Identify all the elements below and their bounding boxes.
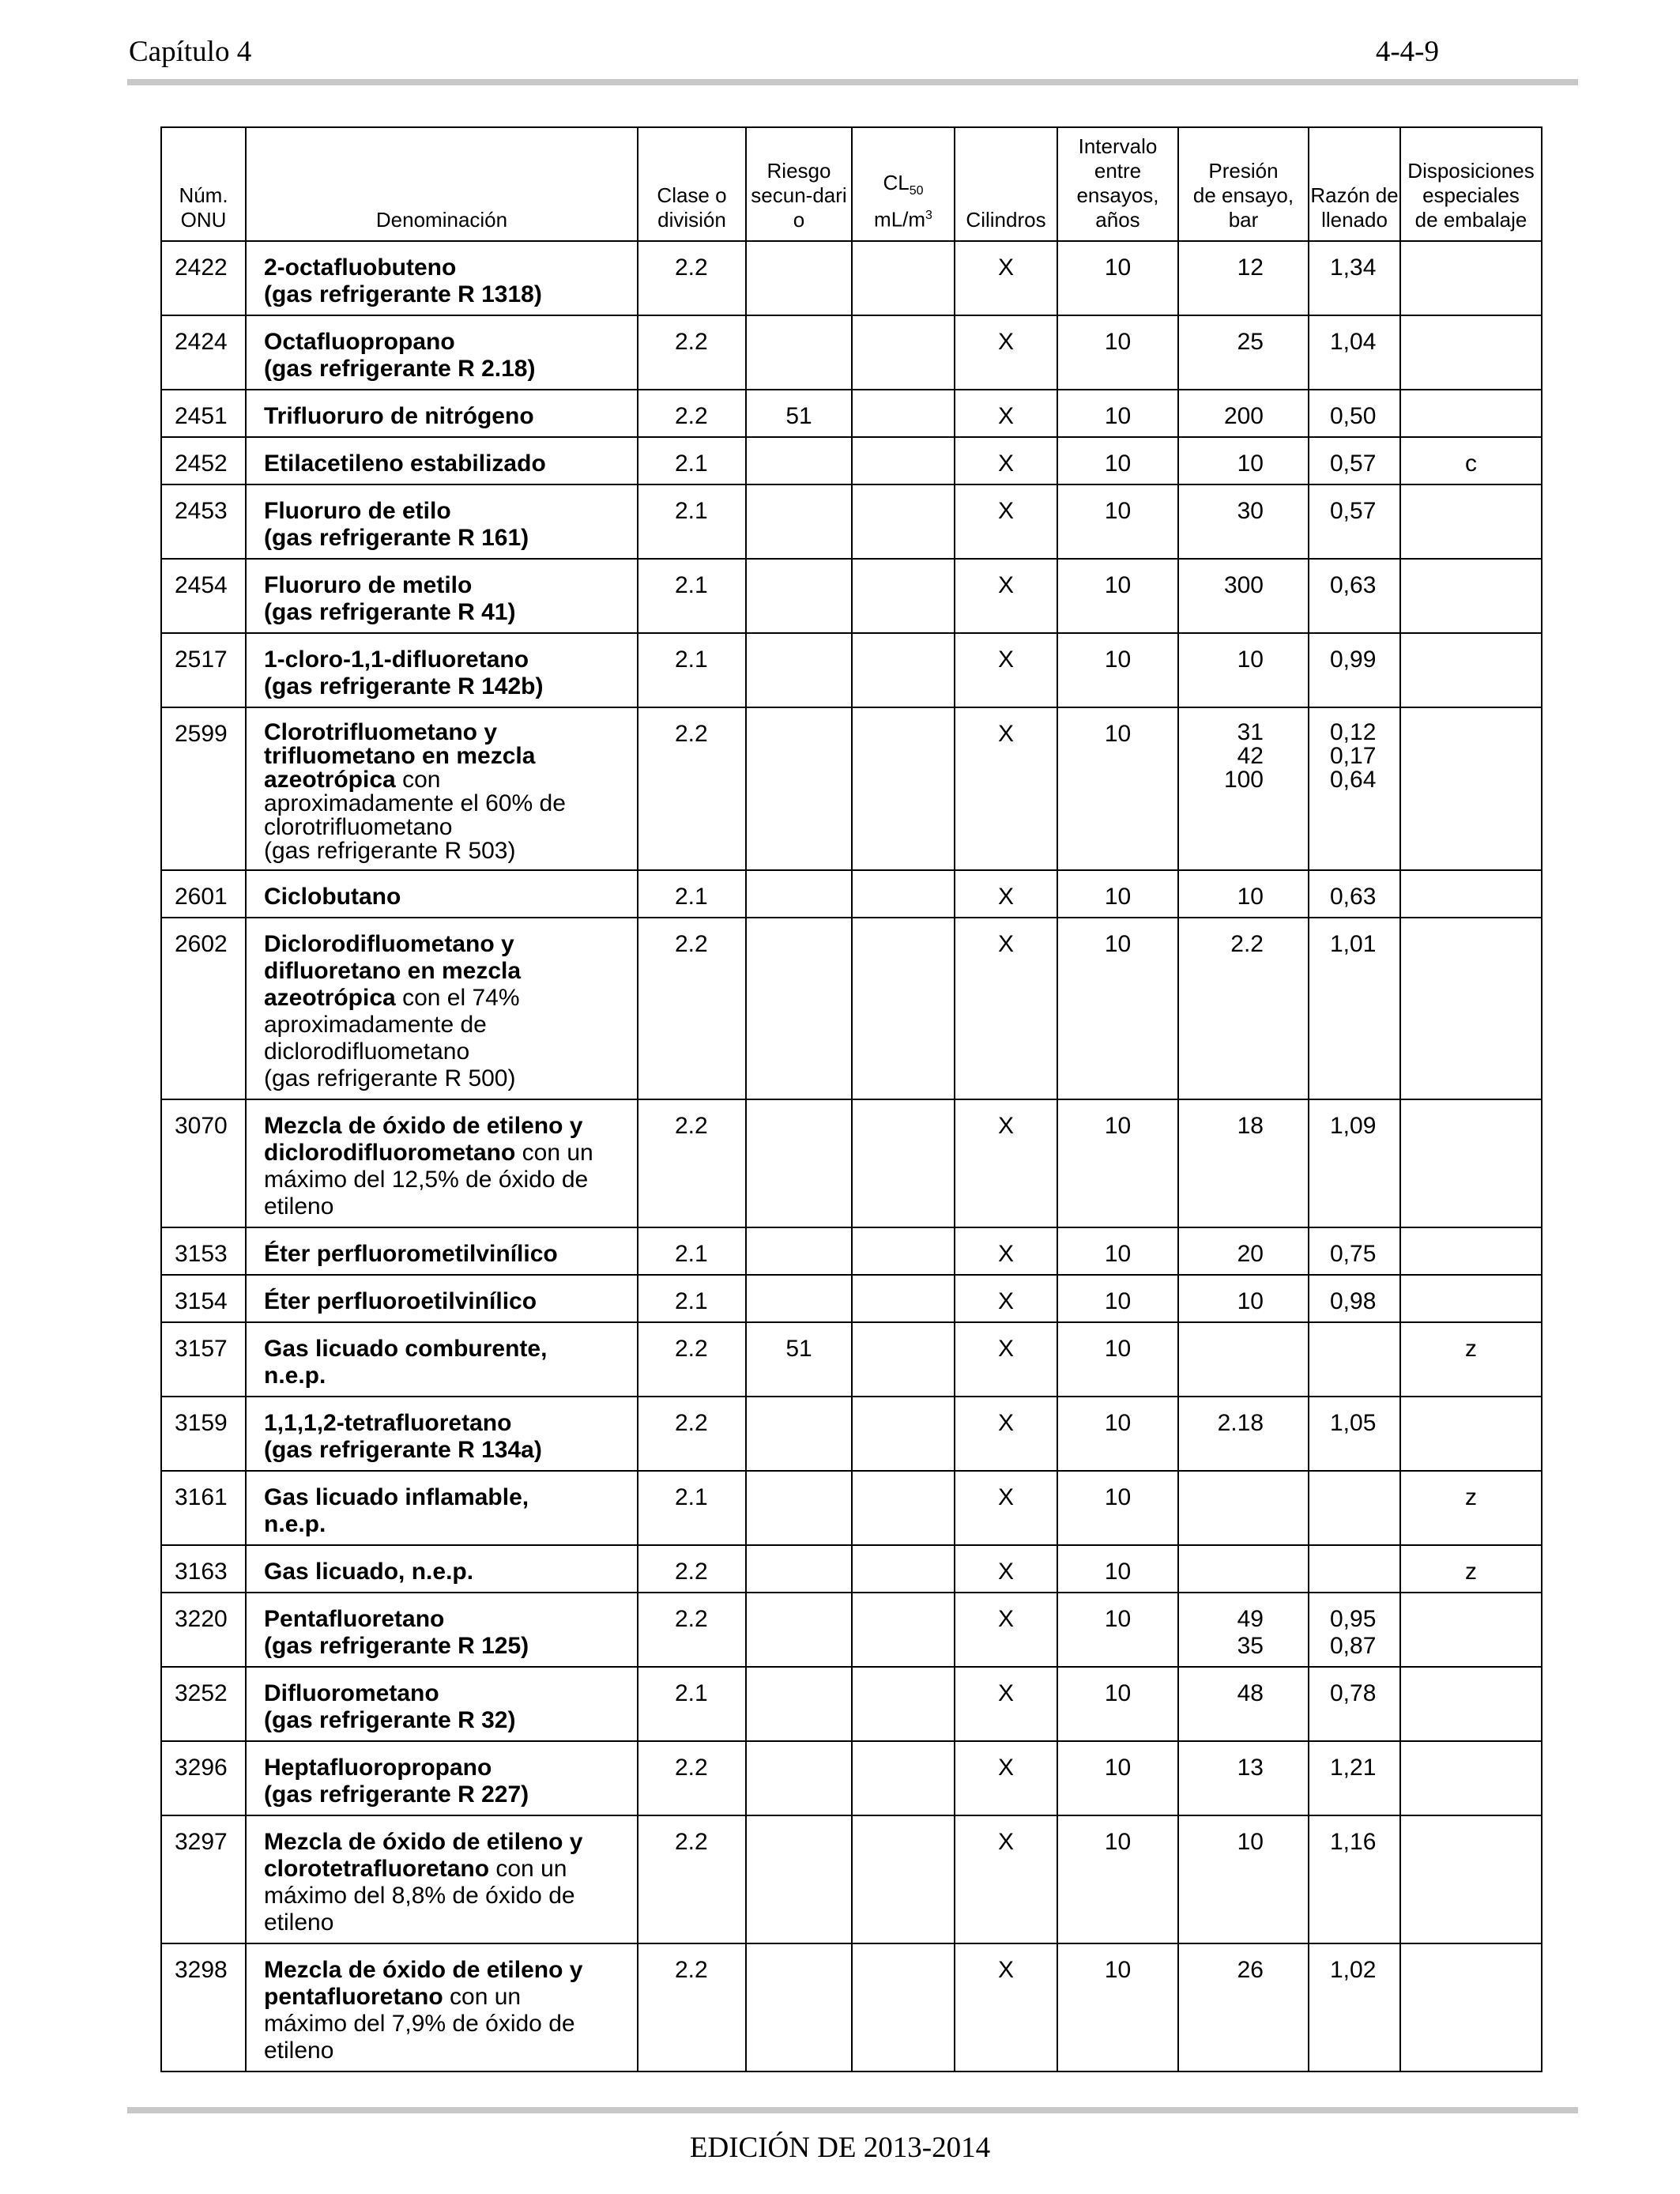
- test-interval-cell: 10: [1057, 559, 1178, 633]
- class-cell: 2.2: [638, 1322, 746, 1397]
- class-cell: 2.2: [638, 1099, 746, 1227]
- class-cell: 2.1: [638, 437, 746, 484]
- filling-ratio-cell: 0,75: [1309, 1227, 1400, 1275]
- cylinders-cell: X: [955, 1099, 1057, 1227]
- filling-ratio-cell: 0,63: [1309, 870, 1400, 918]
- un-number-cell: 2422: [161, 241, 246, 315]
- table-row: [161, 1275, 1542, 1322]
- special-provisions-cell: z: [1400, 1471, 1542, 1545]
- cl50-cell: [852, 1815, 955, 1943]
- cylinders-cell: X: [955, 707, 1057, 870]
- table-row: [161, 559, 1542, 633]
- class-cell: 2.1: [638, 484, 746, 559]
- table-row: [161, 870, 1542, 918]
- test-pressure-cell: 30: [1178, 484, 1309, 559]
- special-provisions-cell: [1400, 315, 1542, 390]
- denomination-cell: Fluoruro de metilo (gas refrigerante R 41): [246, 559, 638, 633]
- filling-ratio-cell: 0,63: [1309, 559, 1400, 633]
- un-number-cell: 3153: [161, 1227, 246, 1275]
- test-interval-cell: 10: [1057, 390, 1178, 437]
- cylinders-cell: X: [955, 1943, 1057, 2071]
- footer-rule: [127, 2107, 1578, 2113]
- table-row: [161, 1227, 1542, 1275]
- un-number-cell: 3220: [161, 1593, 246, 1667]
- class-cell: 2.2: [638, 918, 746, 1099]
- denomination-cell: Difluorometano (gas refrigerante R 32): [246, 1667, 638, 1741]
- cylinders-cell: X: [955, 1322, 1057, 1397]
- table-row: [161, 1741, 1542, 1815]
- class-cell: 2.1: [638, 633, 746, 707]
- class-cell: 2.2: [638, 390, 746, 437]
- subsidiary-risk-cell: [746, 1741, 852, 1815]
- class-cell: 2.2: [638, 707, 746, 870]
- cl50-cell: [852, 1741, 955, 1815]
- test-pressure-cell: [1178, 1471, 1309, 1545]
- filling-ratio-cell: 0,98: [1309, 1275, 1400, 1322]
- un-number-cell: 2599: [161, 707, 246, 870]
- cylinders-cell: X: [955, 1741, 1057, 1815]
- filling-ratio-cell: 1,21: [1309, 1741, 1400, 1815]
- cylinders-cell: X: [955, 1667, 1057, 1741]
- table-row: [161, 1471, 1542, 1545]
- special-provisions-cell: [1400, 707, 1542, 870]
- table-row: [161, 633, 1542, 707]
- un-number-cell: 2453: [161, 484, 246, 559]
- denomination-cell: Mezcla de óxido de etileno y clorotetrafluoretano con un máximo del 8,8% de óxido de etileno: [246, 1815, 638, 1943]
- filling-ratio-cell: 1,04: [1309, 315, 1400, 390]
- cylinders-cell: X: [955, 390, 1057, 437]
- class-cell: 2.1: [638, 1227, 746, 1275]
- cl50-cell: [852, 1227, 955, 1275]
- special-provisions-cell: c: [1400, 437, 1542, 484]
- filling-ratio-cell: 0,57: [1309, 437, 1400, 484]
- subsidiary-risk-cell: [746, 437, 852, 484]
- test-pressure-cell: 25: [1178, 315, 1309, 390]
- special-provisions-cell: [1400, 1397, 1542, 1471]
- subsidiary-risk-cell: [746, 315, 852, 390]
- denomination-cell: Etilacetileno estabilizado: [246, 437, 638, 484]
- special-provisions-cell: [1400, 241, 1542, 315]
- cylinders-cell: X: [955, 437, 1057, 484]
- un-number-cell: 2517: [161, 633, 246, 707]
- special-provisions-cell: [1400, 559, 1542, 633]
- cylinders-cell: X: [955, 918, 1057, 1099]
- table-row: [161, 1667, 1542, 1741]
- subsidiary-risk-cell: [746, 918, 852, 1099]
- cl50-cell: [852, 1275, 955, 1322]
- special-provisions-cell: [1400, 1741, 1542, 1815]
- subsidiary-risk-cell: [746, 707, 852, 870]
- denomination-cell: 2-octafluobuteno (gas refrigerante R 1318): [246, 241, 638, 315]
- test-pressure-cell: 10: [1178, 1275, 1309, 1322]
- special-provisions-cell: z: [1400, 1322, 1542, 1397]
- test-pressure-cell: 300: [1178, 559, 1309, 633]
- table-row: [161, 1322, 1542, 1397]
- special-provisions-cell: [1400, 390, 1542, 437]
- special-provisions-cell: [1400, 1275, 1542, 1322]
- cl50-cell: [852, 1397, 955, 1471]
- test-interval-cell: 10: [1057, 484, 1178, 559]
- special-provisions-cell: [1400, 1099, 1542, 1227]
- test-interval-cell: 10: [1057, 1667, 1178, 1741]
- col-header-pressure: Presión de ensayo, bar: [1178, 127, 1309, 241]
- cylinders-cell: X: [955, 1815, 1057, 1943]
- class-cell: 2.2: [638, 1815, 746, 1943]
- special-provisions-cell: [1400, 870, 1542, 918]
- filling-ratio-cell: 0,78: [1309, 1667, 1400, 1741]
- un-number-cell: 3252: [161, 1667, 246, 1741]
- filling-ratio-cell: 1,02: [1309, 1943, 1400, 2071]
- cylinders-cell: X: [955, 1397, 1057, 1471]
- filling-ratio-cell: 1,09: [1309, 1099, 1400, 1227]
- table-row: [161, 315, 1542, 390]
- filling-ratio-cell: 1,01: [1309, 918, 1400, 1099]
- special-provisions-cell: [1400, 1667, 1542, 1741]
- cylinders-cell: X: [955, 315, 1057, 390]
- cl50-cell: [852, 870, 955, 918]
- test-pressure-cell: [1178, 1322, 1309, 1397]
- subsidiary-risk-cell: [746, 1471, 852, 1545]
- subsidiary-risk-cell: [746, 1545, 852, 1593]
- subsidiary-risk-cell: [746, 559, 852, 633]
- table-row: [161, 1943, 1542, 2071]
- cl50-cell: [852, 1322, 955, 1397]
- un-number-cell: 3297: [161, 1815, 246, 1943]
- page-number: 4-4-9: [1375, 36, 1439, 68]
- cylinders-cell: X: [955, 1471, 1057, 1545]
- col-header-num: Núm. ONU: [161, 127, 246, 241]
- cl50-cell: [852, 1099, 955, 1227]
- test-pressure-cell: 13: [1178, 1741, 1309, 1815]
- cylinders-cell: X: [955, 1545, 1057, 1593]
- filling-ratio-cell: 0,50: [1309, 390, 1400, 437]
- filling-ratio-cell: 0,95 0,87: [1309, 1593, 1400, 1667]
- subsidiary-risk-cell: 51: [746, 390, 852, 437]
- cl50-cell: [852, 315, 955, 390]
- test-pressure-cell: 10: [1178, 1815, 1309, 1943]
- denomination-cell: Gas licuado, n.e.p.: [246, 1545, 638, 1593]
- un-number-cell: 2601: [161, 870, 246, 918]
- un-number-cell: 3070: [161, 1099, 246, 1227]
- test-pressure-cell: 12: [1178, 241, 1309, 315]
- test-interval-cell: 10: [1057, 1471, 1178, 1545]
- un-number-cell: 2452: [161, 437, 246, 484]
- class-cell: 2.1: [638, 1275, 746, 1322]
- table-row: [161, 1593, 1542, 1667]
- test-interval-cell: 10: [1057, 1545, 1178, 1593]
- subsidiary-risk-cell: [746, 1227, 852, 1275]
- chapter-title: Capítulo 4: [129, 36, 252, 68]
- filling-ratio-cell: [1309, 1545, 1400, 1593]
- class-cell: 2.2: [638, 1397, 746, 1471]
- table-header-row: [161, 127, 1542, 241]
- un-number-cell: 2454: [161, 559, 246, 633]
- denomination-cell: Clorotrifluometano y trifluometano en mezcla azeotrópica con aproximadamente el 60% de clorotrifluometano (gas refrigerante R 503): [246, 707, 638, 870]
- table-row: [161, 1815, 1542, 1943]
- test-interval-cell: 10: [1057, 918, 1178, 1099]
- test-pressure-cell: 48: [1178, 1667, 1309, 1741]
- subsidiary-risk-cell: [746, 633, 852, 707]
- col-header-provisions: Disposiciones especiales de embalaje: [1400, 127, 1542, 241]
- col-header-cl50: $CL_{50}$ $mL/m^3$: [852, 127, 955, 241]
- cl50-cell: [852, 1471, 955, 1545]
- subsidiary-risk-cell: [746, 1099, 852, 1227]
- un-number-cell: 2602: [161, 918, 246, 1099]
- un-number-cell: 3157: [161, 1322, 246, 1397]
- table-row: [161, 437, 1542, 484]
- subsidiary-risk-cell: [746, 1397, 852, 1471]
- subsidiary-risk-cell: [746, 1593, 852, 1667]
- filling-ratio-cell: 0,99: [1309, 633, 1400, 707]
- cl50-cell: [852, 707, 955, 870]
- un-number-cell: 2424: [161, 315, 246, 390]
- un-number-cell: 3163: [161, 1545, 246, 1593]
- class-cell: 2.2: [638, 1593, 746, 1667]
- cylinders-cell: X: [955, 559, 1057, 633]
- table-row: [161, 484, 1542, 559]
- test-interval-cell: 10: [1057, 1322, 1178, 1397]
- denomination-cell: Gas licuado inflamable, n.e.p.: [246, 1471, 638, 1545]
- subsidiary-risk-cell: [746, 1943, 852, 2071]
- denomination-cell: Trifluoruro de nitrógeno: [246, 390, 638, 437]
- test-pressure-cell: 2.2: [1178, 918, 1309, 1099]
- subsidiary-risk-cell: [746, 1815, 852, 1943]
- class-cell: 2.1: [638, 870, 746, 918]
- cl50-cell: [852, 1943, 955, 2071]
- test-pressure-cell: 10: [1178, 437, 1309, 484]
- subsidiary-risk-cell: 51: [746, 1322, 852, 1397]
- col-header-risk: Riesgo secun-dari o: [746, 127, 852, 241]
- denomination-cell: Pentafluoretano (gas refrigerante R 125): [246, 1593, 638, 1667]
- class-cell: 2.1: [638, 559, 746, 633]
- denomination-cell: Heptafluoropropano (gas refrigerante R 227): [246, 1741, 638, 1815]
- test-interval-cell: 10: [1057, 1099, 1178, 1227]
- filling-ratio-cell: 1,16: [1309, 1815, 1400, 1943]
- test-pressure-cell: 10: [1178, 870, 1309, 918]
- table-row: [161, 707, 1542, 870]
- subsidiary-risk-cell: [746, 870, 852, 918]
- cl50-cell: [852, 1667, 955, 1741]
- denomination-cell: Fluoruro de etilo (gas refrigerante R 161): [246, 484, 638, 559]
- test-pressure-cell: 31 42 100: [1178, 707, 1309, 870]
- special-provisions-cell: [1400, 1943, 1542, 2071]
- un-number-cell: 2451: [161, 390, 246, 437]
- header-rule: [127, 79, 1578, 85]
- cylinders-cell: X: [955, 1593, 1057, 1667]
- test-pressure-cell: 20: [1178, 1227, 1309, 1275]
- test-interval-cell: 10: [1057, 1227, 1178, 1275]
- test-interval-cell: 10: [1057, 870, 1178, 918]
- table-row: [161, 1099, 1542, 1227]
- col-header-interval: Intervalo entre ensayos, años: [1057, 127, 1178, 241]
- test-pressure-cell: 26: [1178, 1943, 1309, 2071]
- un-number-cell: 3296: [161, 1741, 246, 1815]
- special-provisions-cell: [1400, 1227, 1542, 1275]
- test-interval-cell: 10: [1057, 241, 1178, 315]
- test-interval-cell: 10: [1057, 1741, 1178, 1815]
- cl50-cell: [852, 633, 955, 707]
- test-pressure-cell: 18: [1178, 1099, 1309, 1227]
- special-provisions-cell: [1400, 484, 1542, 559]
- filling-ratio-cell: 1,34: [1309, 241, 1400, 315]
- denomination-cell: Diclorodifluometano y difluoretano en mezcla azeotrópica con el 74% aproximadamente de diclorodifluometano (gas refrigerante R 500): [246, 918, 638, 1099]
- cl50-cell: [852, 390, 955, 437]
- col-header-name: Denominación: [246, 127, 638, 241]
- special-provisions-cell: [1400, 1593, 1542, 1667]
- denomination-cell: 1-cloro-1,1-difluoretano (gas refrigerante R 142b): [246, 633, 638, 707]
- special-provisions-cell: [1400, 1815, 1542, 1943]
- cl50-cell: [852, 1545, 955, 1593]
- filling-ratio-cell: 0,57: [1309, 484, 1400, 559]
- class-cell: 2.2: [638, 1741, 746, 1815]
- cl50-cell: [852, 918, 955, 1099]
- test-pressure-cell: 10: [1178, 633, 1309, 707]
- cl50-cell: [852, 559, 955, 633]
- un-number-cell: 3159: [161, 1397, 246, 1471]
- table-row: [161, 1397, 1542, 1471]
- edition-footer: EDICIÓN DE 2013-2014: [689, 2132, 991, 2164]
- un-number-cell: 3161: [161, 1471, 246, 1545]
- gas-table: [160, 126, 1543, 2072]
- denomination-cell: Mezcla de óxido de etileno y pentafluoretano con un máximo del 7,9% de óxido de etileno: [246, 1943, 638, 2071]
- test-interval-cell: 10: [1057, 315, 1178, 390]
- page-header: [129, 35, 1439, 70]
- special-provisions-cell: [1400, 633, 1542, 707]
- col-header-ratio: Razón de llenado: [1309, 127, 1400, 241]
- cylinders-cell: X: [955, 870, 1057, 918]
- class-cell: 2.2: [638, 241, 746, 315]
- denomination-cell: Octafluopropano (gas refrigerante R 2.18): [246, 315, 638, 390]
- special-provisions-cell: [1400, 918, 1542, 1099]
- denomination-cell: Éter perfluorometilvinílico: [246, 1227, 638, 1275]
- denomination-cell: Mezcla de óxido de etileno y diclorodifluorometano con un máximo del 12,5% de óxido de etileno: [246, 1099, 638, 1227]
- special-provisions-cell: z: [1400, 1545, 1542, 1593]
- test-interval-cell: 10: [1057, 1943, 1178, 2071]
- class-cell: 2.2: [638, 1943, 746, 2071]
- test-pressure-cell: [1178, 1545, 1309, 1593]
- cylinders-cell: X: [955, 484, 1057, 559]
- cl50-cell: [852, 437, 955, 484]
- class-cell: 2.2: [638, 315, 746, 390]
- table-body: [161, 241, 1542, 2071]
- denomination-cell: Gas licuado comburente, n.e.p.: [246, 1322, 638, 1397]
- test-interval-cell: 10: [1057, 707, 1178, 870]
- denomination-cell: 1,1,1,2-tetrafluoretano (gas refrigerante R 134a): [246, 1397, 638, 1471]
- cylinders-cell: X: [955, 1227, 1057, 1275]
- denomination-cell: Ciclobutano: [246, 870, 638, 918]
- un-number-cell: 3298: [161, 1943, 246, 2071]
- subsidiary-risk-cell: [746, 241, 852, 315]
- test-pressure-cell: 200: [1178, 390, 1309, 437]
- table-row: [161, 1545, 1542, 1593]
- cl50-cell: [852, 241, 955, 315]
- col-header-class: Clase o división: [638, 127, 746, 241]
- test-interval-cell: 10: [1057, 1815, 1178, 1943]
- test-interval-cell: 10: [1057, 1275, 1178, 1322]
- class-cell: 2.2: [638, 1545, 746, 1593]
- filling-ratio-cell: [1309, 1471, 1400, 1545]
- subsidiary-risk-cell: [746, 484, 852, 559]
- test-interval-cell: 10: [1057, 1397, 1178, 1471]
- class-cell: 2.1: [638, 1667, 746, 1741]
- table-row: [161, 241, 1542, 315]
- test-pressure-cell: 2.18: [1178, 1397, 1309, 1471]
- filling-ratio-cell: 1,05: [1309, 1397, 1400, 1471]
- cylinders-cell: X: [955, 633, 1057, 707]
- filling-ratio-cell: 0,12 0,17 0,64: [1309, 707, 1400, 870]
- class-cell: 2.1: [638, 1471, 746, 1545]
- denomination-cell: Éter perfluoroetilvinílico: [246, 1275, 638, 1322]
- table-row: [161, 390, 1542, 437]
- filling-ratio-cell: [1309, 1322, 1400, 1397]
- subsidiary-risk-cell: [746, 1667, 852, 1741]
- test-interval-cell: 10: [1057, 437, 1178, 484]
- test-interval-cell: 10: [1057, 633, 1178, 707]
- cylinders-cell: X: [955, 1275, 1057, 1322]
- cl50-cell: [852, 1593, 955, 1667]
- test-interval-cell: 10: [1057, 1593, 1178, 1667]
- subsidiary-risk-cell: [746, 1275, 852, 1322]
- test-pressure-cell: 49 35: [1178, 1593, 1309, 1667]
- un-number-cell: 3154: [161, 1275, 246, 1322]
- col-header-cylinders: Cilindros: [955, 127, 1057, 241]
- cl50-cell: [852, 484, 955, 559]
- table-row: [161, 918, 1542, 1099]
- cylinders-cell: X: [955, 241, 1057, 315]
